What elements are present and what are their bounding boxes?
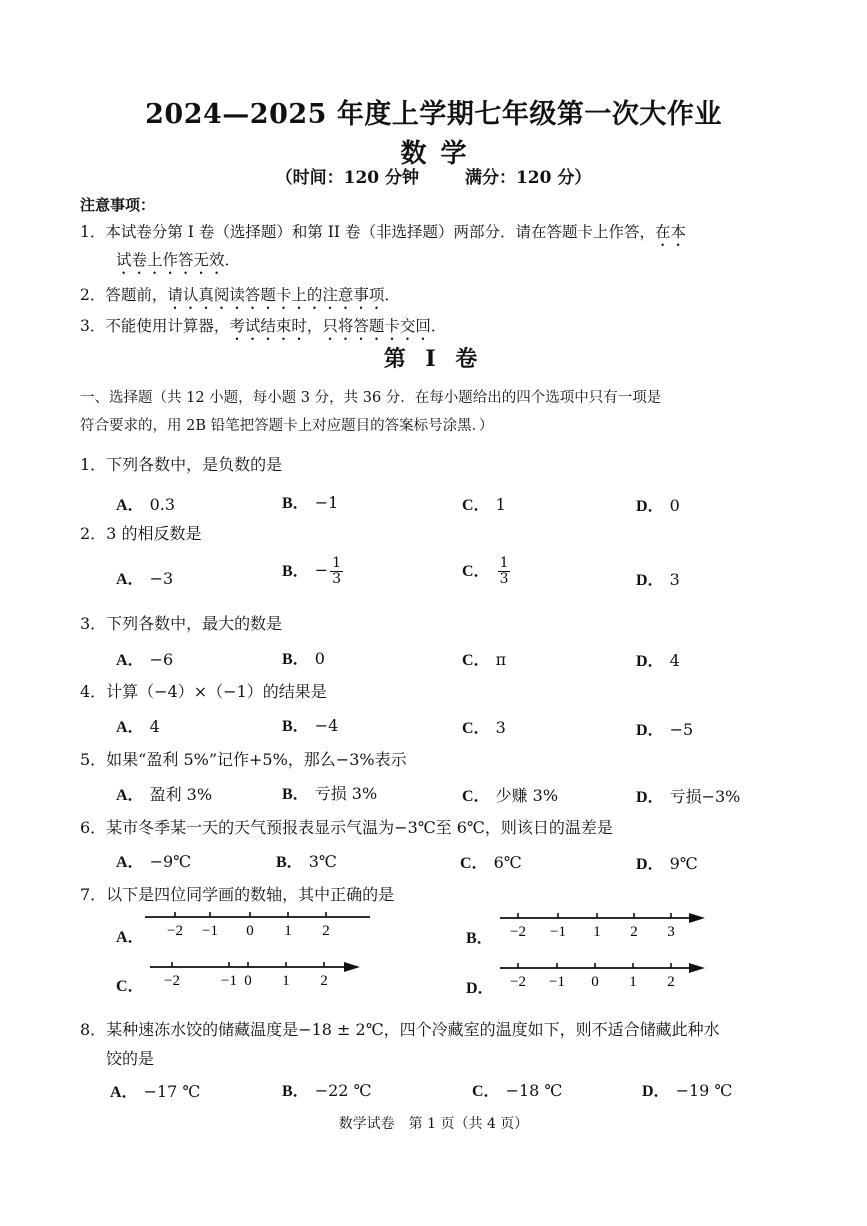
option-value: 0.3: [149, 495, 176, 514]
q5-option-b[interactable]: [282, 781, 377, 804]
fraction-one-third: [330, 556, 343, 586]
option-letter: C．: [460, 855, 488, 872]
option-value: 0: [669, 496, 680, 515]
tick-label: 2: [322, 923, 330, 939]
number-line-b: [500, 906, 705, 946]
option-letter: A．: [116, 497, 144, 514]
q7-option-b[interactable]: [466, 925, 499, 948]
tick-label: 2: [667, 974, 675, 990]
q2-option-a[interactable]: [116, 566, 173, 589]
q1-option-a[interactable]: [116, 492, 175, 515]
tick-label: −1: [221, 973, 237, 989]
volume-heading: 第 I 卷: [383, 346, 484, 372]
tick-label: −1: [549, 974, 565, 990]
q5-option-d[interactable]: [636, 784, 740, 807]
option-value: 6℃: [493, 853, 522, 872]
option-letter: C．: [116, 978, 144, 995]
option-letter: D．: [636, 572, 664, 589]
option-value: −5: [669, 720, 694, 739]
note-2: [80, 283, 400, 313]
option-value: 亏损 3%: [314, 784, 378, 803]
option-letter: C．: [462, 652, 490, 669]
note-1-emphasis-2: 试卷上作答无效: [116, 251, 225, 269]
question-5-stem: 5．如果“盈利 5%”记作+5%，那么−3%表示: [80, 750, 407, 769]
q2-option-b[interactable]: [282, 556, 343, 586]
option-letter: B．: [466, 930, 493, 947]
tick-label: 3: [667, 924, 675, 940]
option-letter: D．: [636, 789, 664, 806]
tick-label: −2: [167, 923, 183, 939]
tick-label: −2: [510, 974, 526, 990]
option-value: −19 ℃: [675, 1081, 733, 1100]
option-value: −17 ℃: [143, 1082, 201, 1101]
q4-option-c[interactable]: [462, 715, 506, 738]
option-letter: D．: [466, 980, 494, 997]
tick-label: 1: [629, 974, 637, 990]
option-value: 3: [495, 718, 506, 737]
q4-option-b[interactable]: [282, 713, 338, 736]
number-line-c-svg: [150, 955, 360, 995]
option-letter: B．: [282, 562, 309, 580]
question-8-stem-line-1: 8．某种速冻水饺的储藏温度是−18 ± 2℃，四个冷藏室的温度如下，则不适合储藏此种水: [80, 1020, 720, 1039]
tick-label: 1: [593, 924, 601, 940]
notes-heading: 注意事项：: [80, 196, 156, 214]
note-3: [80, 314, 446, 344]
option-letter: A．: [116, 854, 144, 871]
section-intro-line-1: 一、选择题（共 12 小题，每小题 3 分，共 36 分．在每小题给出的四个选项中只有一项是: [80, 390, 662, 406]
option-letter: D．: [636, 856, 664, 873]
option-value: 9℃: [669, 854, 698, 873]
option-letter: B．: [282, 1083, 309, 1100]
section-intro-line-2: 符合要求的，用 2B 铅笔把答题卡上对应题目的答案标号涂黑．）: [80, 418, 494, 434]
question-4-stem: 4．计算（−4）×（−1）的结果是: [80, 682, 327, 701]
option-value: 3℃: [308, 852, 337, 871]
option-value: −3: [149, 569, 174, 588]
page-footer: 数学试卷 第 1 页（共 4 页）: [338, 1116, 529, 1132]
question-1-stem: 1．下列各数中，是负数的是: [80, 455, 283, 474]
option-value: −18 ℃: [505, 1081, 563, 1100]
option-letter: D．: [642, 1083, 670, 1100]
q2-option-d[interactable]: [636, 567, 680, 590]
tick-label: 1: [282, 973, 290, 989]
note-2-text: 2．答题前，: [80, 286, 168, 304]
axis-arrow-icon: [689, 913, 705, 923]
note-3-emphasis: 考试结束时，只将答题卡交回: [229, 317, 431, 335]
option-value: −22 ℃: [314, 1081, 372, 1100]
option-letter: C．: [472, 1083, 500, 1100]
fraction-one-third: [498, 556, 511, 586]
note-3-text: 3．不能使用计算器，: [80, 317, 230, 335]
q6-option-d[interactable]: [636, 851, 698, 874]
number-line-a: [145, 905, 370, 945]
option-value: −1: [314, 493, 339, 512]
option-value: π: [495, 650, 507, 669]
option-letter: B．: [282, 786, 309, 803]
option-value: −6: [149, 650, 174, 669]
note-1-emphasis: 在本: [654, 223, 686, 241]
option-value: −9℃: [149, 852, 192, 871]
exam-title: 2024—2025 年度上学期七年级第一次大作业: [145, 99, 722, 130]
q1-option-c[interactable]: [462, 492, 506, 515]
option-letter: A．: [116, 571, 144, 588]
question-7-stem: 7．以下是四位同学画的数轴，其中正确的是: [80, 885, 395, 904]
option-letter: B．: [282, 718, 309, 735]
tick-label: 1: [284, 923, 292, 939]
tick-label: −1: [202, 923, 218, 939]
q5-option-c[interactable]: [462, 783, 558, 806]
note-1-text: 1．本试卷分第 I 卷（选择题）和第 II 卷（非选择题）两部分．请在答题卡上作答，: [80, 223, 655, 241]
q3-option-d[interactable]: [636, 648, 680, 671]
tick-label: −2: [164, 973, 180, 989]
q3-option-c[interactable]: [462, 647, 506, 670]
q3-option-a[interactable]: [116, 647, 173, 670]
option-value: 1: [495, 495, 506, 514]
exam-subject: 数学: [400, 139, 481, 169]
q1-option-b[interactable]: [282, 490, 338, 513]
option-letter: D．: [636, 722, 664, 739]
option-letter: A．: [116, 652, 144, 669]
q2-option-c[interactable]: [462, 556, 510, 586]
q8-option-c[interactable]: [472, 1078, 562, 1101]
option-value: 亏损−3%: [669, 787, 741, 806]
q6-option-c[interactable]: [460, 850, 522, 873]
fraction-denominator: 3: [499, 570, 509, 587]
option-value: 少赚 3%: [495, 786, 559, 805]
axis-arrow-icon: [689, 963, 705, 973]
note-3-end: ．: [430, 317, 447, 335]
question-2-stem: 2．3 的相反数是: [80, 524, 202, 543]
tick-label: 2: [320, 973, 328, 989]
q8-option-d[interactable]: [642, 1078, 732, 1101]
option-value: 0: [314, 649, 325, 668]
option-value: −: [314, 560, 329, 580]
option-letter: B．: [282, 651, 309, 668]
q7-option-d[interactable]: [466, 975, 500, 998]
option-value: 4: [669, 651, 680, 670]
axis-arrow-icon: [344, 962, 360, 972]
number-line-b-svg: [500, 906, 705, 946]
tick-label: −1: [550, 924, 566, 940]
q4-option-a[interactable]: [116, 714, 160, 737]
option-letter: A．: [116, 787, 144, 804]
option-letter: D．: [636, 498, 664, 515]
option-letter: C．: [462, 497, 490, 514]
option-letter: B．: [282, 495, 309, 512]
option-value: 3: [669, 570, 680, 589]
number-line-a-svg: [145, 905, 370, 945]
fraction-numerator: 1: [332, 555, 342, 571]
option-letter: A．: [116, 929, 144, 946]
q4-option-d[interactable]: [636, 717, 693, 740]
q5-option-a[interactable]: [116, 782, 212, 805]
option-value: 盈利 3%: [149, 785, 213, 804]
fraction-denominator: 3: [332, 570, 342, 587]
option-letter: D．: [636, 653, 664, 670]
note-1-end: ．: [224, 251, 241, 269]
note-1-line-2: [116, 248, 240, 278]
tick-label: 0: [244, 973, 252, 989]
q7-option-c[interactable]: [116, 973, 150, 996]
option-letter: C．: [462, 562, 490, 580]
exam-time: （时间：120 分钟: [275, 168, 420, 188]
tick-label: 2: [630, 924, 638, 940]
number-line-d-svg: [500, 956, 705, 996]
note-2-end: ．: [384, 286, 400, 304]
option-letter: A．: [110, 1084, 138, 1101]
option-value: −4: [314, 716, 339, 735]
q8-option-b[interactable]: [282, 1078, 371, 1101]
note-2-emphasis: 请认真阅读答题卡上的注意事项: [167, 286, 385, 304]
tick-label: 0: [246, 923, 254, 939]
question-8-stem-line-2: 饺的是: [106, 1049, 155, 1068]
q3-option-b[interactable]: [282, 646, 325, 669]
option-letter: C．: [462, 788, 490, 805]
q6-option-b[interactable]: [276, 849, 337, 872]
tick-label: −2: [510, 924, 526, 940]
question-3-stem: 3．下列各数中，最大的数是: [80, 614, 283, 633]
q6-option-a[interactable]: [116, 849, 191, 872]
option-letter: C．: [462, 720, 490, 737]
fraction-numerator: 1: [499, 555, 509, 571]
q1-option-d[interactable]: [636, 493, 680, 516]
number-line-d: [500, 956, 705, 996]
option-letter: B．: [276, 854, 303, 871]
question-6-stem: 6．某市冬季某一天的天气预报表显示气温为−3℃至 6℃，则该日的温差是: [80, 818, 613, 837]
tick-label: 0: [591, 974, 599, 990]
option-letter: A．: [116, 719, 144, 736]
number-line-c: [150, 955, 360, 995]
option-value: 4: [149, 717, 160, 736]
q8-option-a[interactable]: [110, 1079, 200, 1102]
exam-score: 满分：120 分）: [464, 168, 592, 188]
note-1-line-1: [80, 220, 686, 250]
exam-time-score: [0, 163, 867, 188]
